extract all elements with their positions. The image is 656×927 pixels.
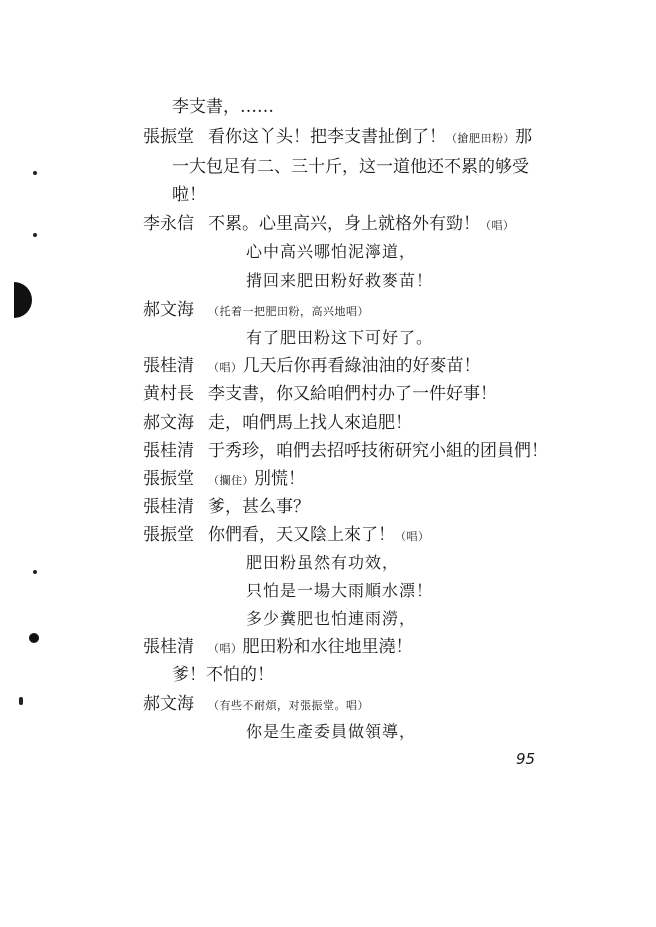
stage-direction: （唱）	[208, 642, 243, 655]
stage-direction: （唱）	[395, 530, 430, 543]
speaker-name: 張桂清	[143, 637, 194, 657]
sung-verse: 揹回来肥田粉好救麥苗！	[246, 271, 434, 290]
dialogue-text: 不累。心里高兴，身上就格外有勁！	[208, 214, 480, 234]
speaker-name: 張桂清	[143, 497, 194, 517]
margin-dot	[33, 171, 37, 175]
binding-mark	[14, 282, 32, 318]
stage-direction: （攔住）	[208, 474, 254, 487]
margin-dot	[19, 697, 23, 705]
dialogue-line	[208, 468, 305, 492]
dialogue-line	[208, 213, 515, 237]
dialogue-line	[208, 636, 413, 660]
sung-verse: 有了肥田粉这下可好了。	[246, 328, 434, 347]
dialogue-line	[208, 355, 481, 379]
dialogue-continuation: 一大包足有二、三十斤，这一道他还不累的够受	[172, 157, 529, 177]
dialogue-continuation: 爹！不怕的！	[172, 665, 274, 685]
margin-dot	[33, 570, 37, 574]
page-number: 95	[516, 750, 536, 768]
stage-direction: （唱）	[208, 361, 243, 374]
speaker-name: 張桂清	[143, 356, 194, 376]
sung-verse: 你是生產委員做領導，	[246, 722, 417, 741]
dialogue-line	[208, 693, 369, 717]
stage-direction: （唱）	[480, 219, 515, 232]
speaker-name: 郝文海	[143, 413, 194, 433]
speaker-name: 張振堂	[143, 469, 194, 489]
dialogue-line	[208, 440, 548, 462]
dialogue-line	[208, 524, 430, 548]
dialogue-text: 李支書，你又給咱們村办了一件好事！	[208, 384, 497, 404]
dialogue-line	[208, 496, 310, 518]
speaker-name: 張振堂	[143, 127, 194, 147]
speaker-name: 郝文海	[143, 300, 194, 320]
stage-direction: （有些不耐煩，对張振堂。唱）	[208, 699, 369, 712]
dialogue-text: 看你这丫头！把李支書扯倒了！	[208, 127, 446, 147]
stage-direction: （搶肥田粉）	[446, 132, 515, 145]
dialogue-line	[208, 412, 412, 434]
speaker-name: 張振堂	[143, 525, 194, 545]
dialogue-text-tail: 那	[515, 127, 532, 147]
speaker-name: 黄村長	[143, 384, 194, 404]
stage-direction: （托着一把肥田粉，高兴地唱）	[208, 305, 369, 318]
speaker-name: 張桂清	[143, 441, 194, 461]
dialogue-continuation: 啦！	[172, 185, 206, 205]
speaker-name: 郝文海	[143, 694, 194, 714]
speaker-name: 李永信	[143, 214, 194, 234]
dialogue-text: 几天后你再看綠油油的好麥苗！	[242, 356, 481, 376]
dialogue-text: 肥田粉和水往地里澆！	[242, 637, 413, 657]
dialogue-text: 你們看，天又陰上來了！	[208, 525, 395, 545]
sung-verse: 只怕是一場大雨順水漂！	[246, 581, 434, 600]
margin-dot	[33, 233, 37, 237]
dialogue-text: 走，咱們馬上找人來追肥！	[208, 413, 412, 433]
dialogue-line	[208, 383, 497, 405]
sung-verse: 心中高兴哪怕泥濘道，	[246, 242, 417, 261]
dialogue-line	[208, 126, 532, 150]
margin-dot	[29, 633, 39, 643]
dialogue-text: 于秀珍，咱們去招呼技術研究小組的团員們！	[208, 441, 548, 461]
dialogue-text: 爹，甚么事？	[208, 497, 310, 517]
dialogue-continuation: 李支書，……	[172, 97, 274, 117]
dialogue-line	[208, 299, 369, 323]
dialogue-text: 別慌！	[254, 469, 305, 489]
sung-verse: 多少糞肥也怕連雨澇，	[246, 609, 417, 628]
sung-verse: 肥田粉虽然有功效，	[246, 553, 400, 572]
